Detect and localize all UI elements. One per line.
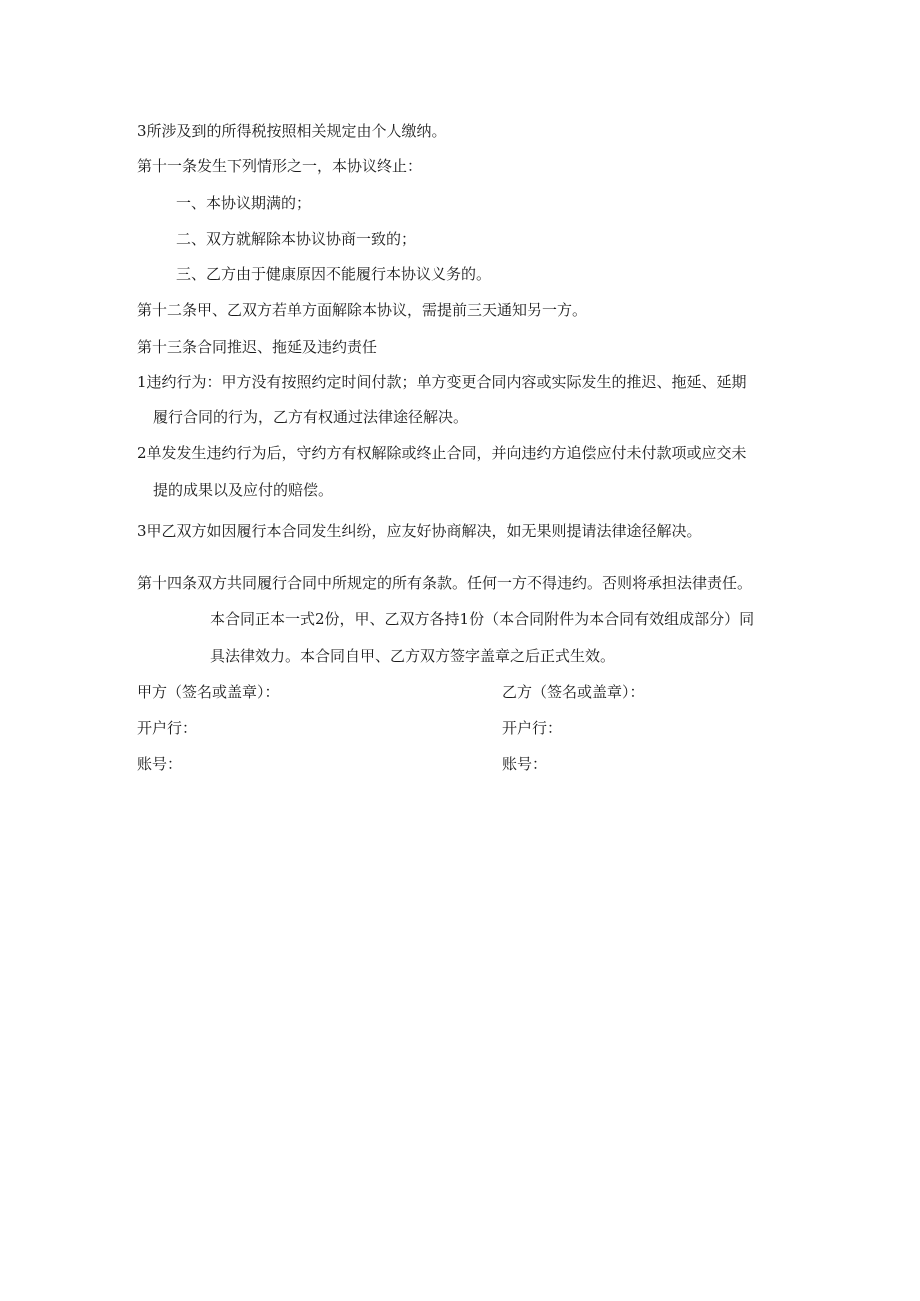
clause-13-item-1-line-2: 履行合同的行为，乙方有权通过法律途径解决。 bbox=[153, 408, 469, 426]
clause-13-item-3: 3甲乙双方如因履行本合同发生纠纷，应友好协商解决，如无果则提请法律途径解决。 bbox=[137, 522, 702, 540]
party-b-account-label: 账号： bbox=[502, 755, 548, 773]
party-a-sign-label: 甲方（签名或盖章）： bbox=[137, 683, 280, 701]
clause-11-item-2: 二、双方就解除本协议协商一致的； bbox=[176, 230, 417, 248]
clause-12: 第十二条甲、乙双方若单方面解除本协议，需提前三天通知另一方。 bbox=[137, 301, 588, 319]
clause-10-item-3: 3所涉及到的所得税按照相关规定由个人缴纳。 bbox=[137, 122, 447, 140]
copies-note-line-1: 本合同正本一式2份，甲、乙双方各持1份（本合同附件为本合同有效组成部分）同 bbox=[210, 610, 755, 628]
copies-note-line-2: 具法律效力。本合同自甲、乙方双方签字盖章之后正式生效。 bbox=[210, 647, 616, 665]
clause-14: 第十四条双方共同履行合同中所规定的所有条款。任何一方不得违约。否则将承担法律责任。 bbox=[137, 574, 753, 592]
clause-13-item-1-line-1: 1违约行为：甲方没有按照约定时间付款；单方变更合同内容或实际发生的推迟、拖延、延期 bbox=[137, 373, 747, 391]
clause-13-item-2-line-1: 2单发发生违约行为后，守约方有权解除或终止合同，并向违约方追偿应付未付款项或应交未 bbox=[137, 444, 747, 462]
clause-13-item-2-line-2: 提的成果以及应付的赔偿。 bbox=[153, 481, 334, 499]
party-b-bank-label: 开户行： bbox=[502, 719, 563, 737]
party-b-sign-label: 乙方（签名或盖章）： bbox=[502, 683, 645, 701]
party-a-account-label: 账号： bbox=[137, 755, 183, 773]
clause-13-heading: 第十三条合同推迟、拖延及违约责任 bbox=[137, 338, 378, 356]
clause-11-heading: 第十一条发生下列情形之一，本协议终止： bbox=[137, 157, 423, 175]
clause-11-item-1: 一、本协议期满的； bbox=[176, 194, 312, 212]
party-a-bank-label: 开户行： bbox=[137, 719, 198, 737]
clause-11-item-3: 三、乙方由于健康原因不能履行本协议义务的。 bbox=[176, 265, 492, 283]
